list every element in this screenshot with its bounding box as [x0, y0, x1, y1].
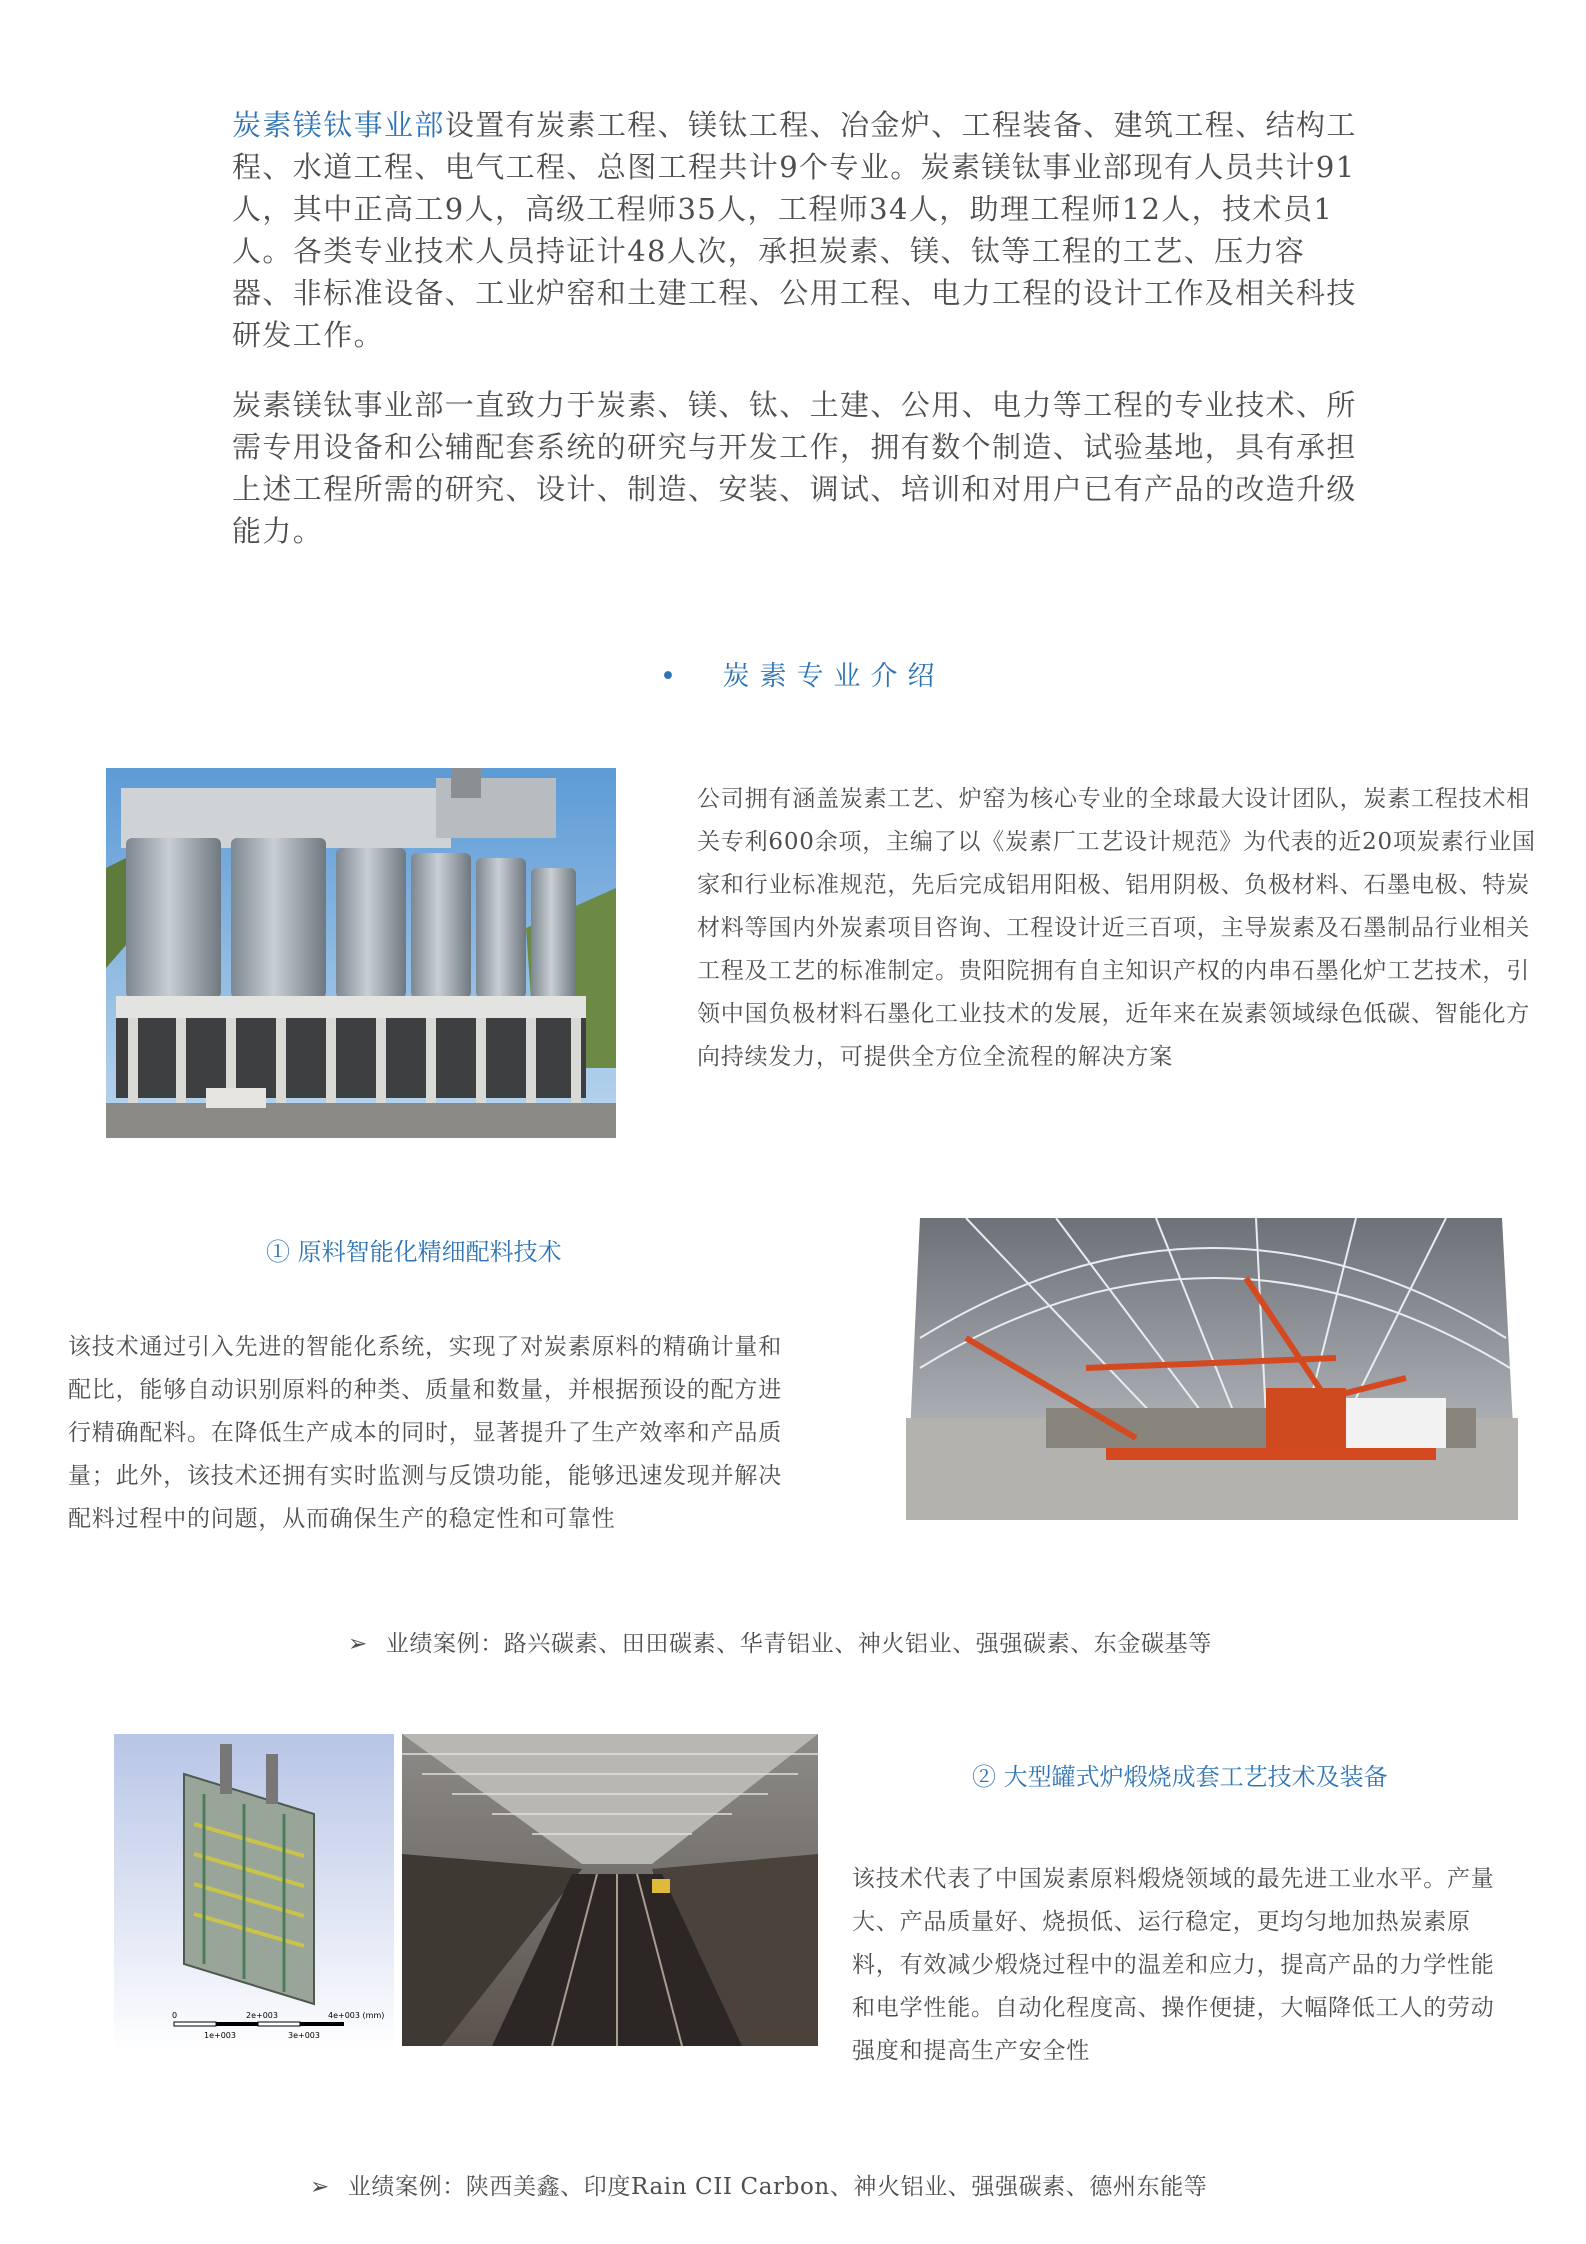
tech2-case-text: 业绩案例：陕西美鑫、印度Rain CII Carbon、神火铝业、强强碳素、德州东能等 — [347, 2174, 1208, 2200]
scale-label-4: 4e+003 (mm) — [328, 2011, 385, 2020]
scale-label-0: 0 — [172, 2011, 178, 2020]
intro-highlight: 炭素镁钛事业部 — [232, 108, 445, 142]
section-heading — [660, 654, 945, 693]
tech1-case-text: 业绩案例：路兴碳素、田田碳素、华青铝业、神火铝业、强强碳素、东金碳基等 — [385, 1631, 1212, 1657]
intro-paragraph-1 — [232, 104, 1362, 356]
tech2-case — [310, 2168, 1207, 2201]
intro-text-1: 设置有炭素工程、镁钛工程、冶金炉、工程装备、建筑工程、结构工程、水道工程、电气工程、总图工程共计9个专业。炭素镁钛事业部现有人员共计91人，其中正高工9人，高级工程师35人，工程师34人，助理工程师12人，技术员1人。各类专业技术人员持证计48人次，承担炭素、镁、钛等工程的工艺、压力容器、非标准设备、工业炉窑和土建工程、公用工程、电力工程的设计工作及相关科技研发工作。 — [232, 108, 1357, 352]
scale-label-3: 3e+003 — [288, 2031, 320, 2040]
tech1-title: ① 原料智能化精细配料技术 — [266, 1238, 562, 1266]
arrow-bullet-icon: ➢ — [310, 2174, 330, 2200]
stacker-photo — [906, 1218, 1518, 1520]
kiln-3d-model — [114, 1734, 394, 2052]
bullet-icon: • — [660, 661, 686, 692]
tech2-title: ② 大型罐式炉煅烧成套工艺技术及装备 — [972, 1763, 1388, 1791]
section-description: 公司拥有涵盖炭素工艺、炉窑为核心专业的全球最大设计团队，炭素工程技术相关专利600余项，主编了以《炭素厂工艺设计规范》为代表的近20项炭素行业国家和行业标准规范，先后完成铝用阳极、铝用阴极、负极材料、石墨电极、特炭材料等国内外炭素项目咨询、工程设计近三百项，主导炭素及石墨制品行业相关工程及工艺的标准制定。贵阳院拥有自主知识产权的内串石墨化炉工艺技术，引领中国负极材料石墨化工业技术的发展，近年来在炭素领域绿色低碳、智能化方向持续发力，可提供全方位全流程的解决方案 — [697, 786, 1536, 1070]
scale-label-1: 1e+003 — [204, 2031, 236, 2040]
kiln-hall-photo — [402, 1734, 818, 2046]
arrow-bullet-icon: ➢ — [348, 1631, 368, 1657]
intro-paragraph-2: 炭素镁钛事业部一直致力于炭素、镁、钛、土建、公用、电力等工程的专业技术、所需专用设备和公辅配套系统的研究与开发工作，拥有数个制造、试验基地，具有承担上述工程所需的研究、设计、制造、安装、调试、培训和对用户已有产品的改造升级能力。 — [232, 388, 1357, 548]
tech1-case — [348, 1625, 1212, 1658]
scale-label-2: 2e+003 — [246, 2011, 278, 2020]
tech2-body: 该技术代表了中国炭素原料煅烧领域的最先进工业水平。产量大、产品质量好、烧损低、运行稳定，更均匀地加热炭素原料，有效减少煅烧过程中的温差和应力，提高产品的力学性能和电学性能。自动化程度高、操作便捷，大幅降低工人的劳动强度和提高生产安全性 — [852, 1866, 1495, 2064]
tech1-body: 该技术通过引入先进的智能化系统，实现了对炭素原料的精确计量和配比，能够自动识别原料的种类、质量和数量，并根据预设的配方进行精确配料。在降低生产成本的同时，显著提升了生产效率和产品质量；此外，该技术还拥有实时监测与反馈功能，能够迅速发现并解决配料过程中的问题，从而确保生产的稳定性和可靠性 — [68, 1334, 782, 1532]
section-title: 炭素专业介绍 — [722, 661, 945, 692]
intro-block — [232, 104, 1362, 552]
silo-photo — [106, 768, 616, 1138]
